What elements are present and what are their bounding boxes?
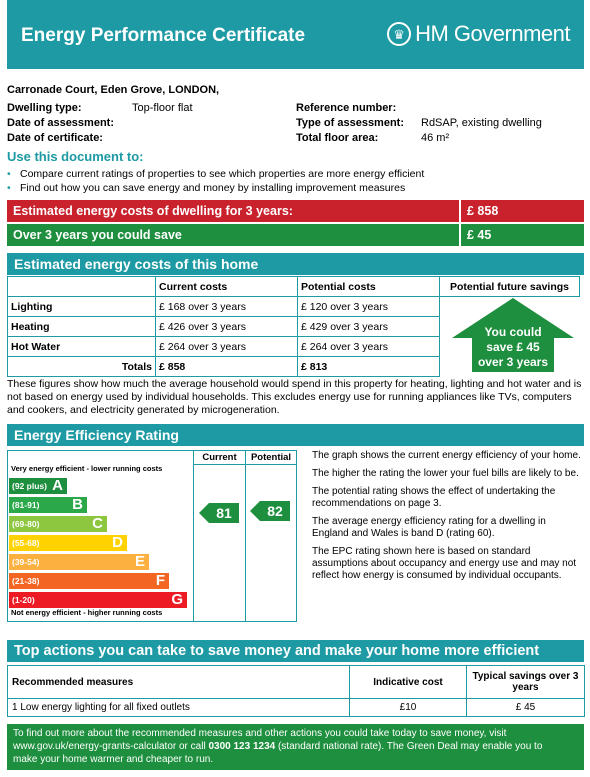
page-title: Energy Performance Certificate xyxy=(21,25,306,46)
rating-band-a: (92 plus) A xyxy=(9,478,67,494)
estimated-cost-value: £ 858 xyxy=(459,200,498,222)
table-row: Lighting £ 168 over 3 years £ 120 over 3 years xyxy=(8,297,580,317)
list-item: • Compare current ratings of properties to see which properties are more energy efficient xyxy=(7,168,425,180)
footer-info: To find out more about the recommended measures and other actions you could take today to save money, visit www.gov.uk/energy-grants-calculator or call 0300 123 1234 (standard national rate). The Green Deal may enable you to make your home warmer and cheaper to run. xyxy=(7,724,584,770)
rating-band-e: (39-54) E xyxy=(9,554,149,570)
property-address: Carronade Court, Eden Grove, LONDON, xyxy=(7,84,220,96)
potential-savings-text: You could save £ 45 over 3 years xyxy=(477,325,549,369)
table-row: Heating £ 426 over 3 years £ 429 over 3 years xyxy=(8,317,580,337)
crown-icon: ♛ xyxy=(387,22,411,46)
floor-area-value: 46 m² xyxy=(421,132,450,144)
assessment-type-value: RdSAP, existing dwelling xyxy=(421,117,542,129)
savings-value: £ 45 xyxy=(459,224,491,246)
date-certificate-label: Date of certificate: xyxy=(7,132,103,144)
use-document-list xyxy=(7,167,424,195)
date-assessment-label: Date of assessment: xyxy=(7,117,114,129)
estimated-cost-bar: Estimated energy costs of dwelling for 3 years: £ 858 xyxy=(7,200,584,222)
reference-label: Reference number: xyxy=(296,102,397,114)
totals-row: Totals £ 858 £ 813 xyxy=(8,357,580,377)
certificate-header xyxy=(7,0,584,69)
assessment-type-label: Type of assessment: xyxy=(296,117,405,129)
table-header-row: Current costs Potential costs Potential future savings xyxy=(8,277,580,297)
phone-number: 0300 123 1234 xyxy=(208,741,276,752)
table-row: Hot Water £ 264 over 3 years £ 264 over 3 years xyxy=(8,337,580,357)
actions-section-title: Top actions you can take to save money and make your home more efficient xyxy=(7,640,584,662)
table-row: 1 Low energy lighting for all fixed outlets £10 £ 45 xyxy=(8,699,585,717)
dwelling-type-value: Top-floor flat xyxy=(132,102,193,114)
floor-area-label: Total floor area: xyxy=(296,132,379,144)
potential-rating: 82 xyxy=(260,501,290,521)
use-document-title: Use this document to: xyxy=(7,149,144,164)
bottom-caption: Not energy efficient - higher running costs xyxy=(11,608,163,617)
actions-table xyxy=(7,665,585,717)
rating-band-g: (1-20) G xyxy=(9,592,187,608)
current-column-header: Current xyxy=(202,452,237,463)
hm-government-logo xyxy=(387,21,570,47)
rating-band-c: (69-80) C xyxy=(9,516,107,532)
potential-column-header: Potential xyxy=(250,452,292,463)
list-item: • Find out how you can save energy and money by installing improvement measures xyxy=(7,182,406,194)
logo-text: HM Government xyxy=(415,21,570,46)
costs-section-title: Estimated energy costs of this home xyxy=(7,253,584,275)
rating-explanation: The graph shows the current energy efficiency of your home. The higher the rating the lower your fuel bills are likely to be. The potential rating shows the effect of undertaking the recommendations on page 3. The average energy efficiency rating for a dwelling in England and Wales is band D (rating 60). The EPC rating shown here is based on standard assumptions about occupancy and energy use and may not reflect how energy is consumed by individual occupants. xyxy=(312,450,581,581)
costs-note: These figures show how much the average household would spend in this property for heating, lighting and hot water and is not based on energy used by individual households. This excludes energy use for running appliances like TVs, computers and cookers, and electricity generated by microgeneration. xyxy=(7,378,582,416)
current-rating: 81 xyxy=(209,503,239,523)
rating-section-title: Energy Efficiency Rating xyxy=(7,424,584,446)
rating-band-b: (81-91) B xyxy=(9,497,87,513)
table-header-row: Recommended measures Indicative cost Typical savings over 3 years xyxy=(8,666,585,699)
rating-band-d: (55-68) D xyxy=(9,535,127,551)
rating-band-f: (21-38) F xyxy=(9,573,169,589)
dwelling-type-label: Dwelling type: xyxy=(7,102,82,114)
savings-bar: Over 3 years you could save £ 45 xyxy=(7,224,584,246)
top-caption: Very energy efficient - lower running costs xyxy=(11,464,163,473)
